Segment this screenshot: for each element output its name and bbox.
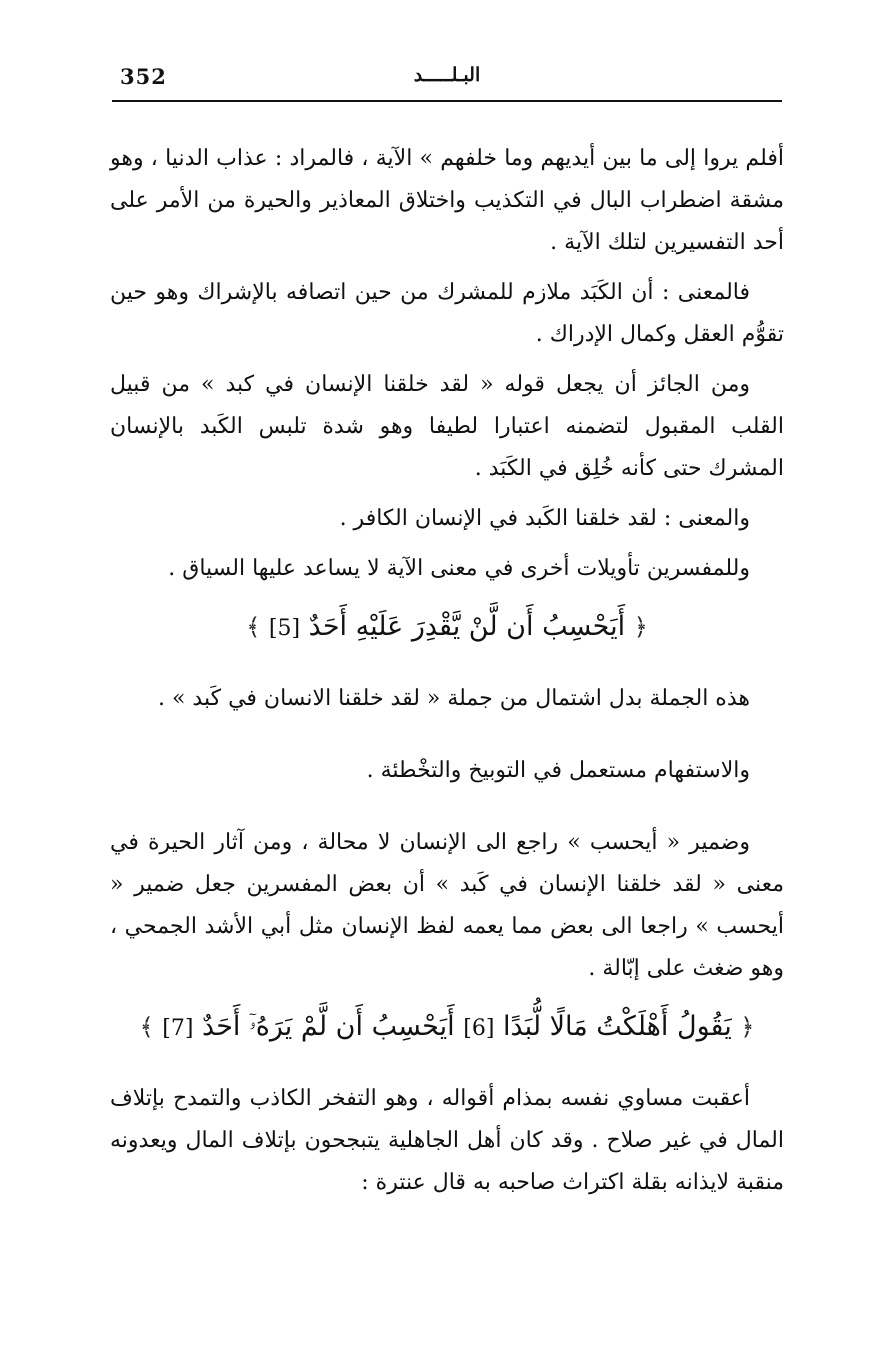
verse-close-bracket: ﴾ (246, 613, 261, 641)
verse-number-b: [7] (162, 1016, 194, 1041)
paragraph-6: هذه الجملة بدل اشتمال من جملة « لقد خلقنا الانسان في كَبد » . (157, 686, 750, 711)
page-body (110, 138, 784, 1212)
paragraph-8: وضمير « أيحسب » راجع الى الإنسان لا محالة ، ومن آثار الحيرة في معنى « لقد خلقنا الإنسان في كَبد » أن بعض المفسرين جعل ضمير « أيحسب » راجعا الى بعض مما يعمه لفظ الإنسان مثل أبي الأشد الجمحي ، وهو ضغث على إبّالة . (110, 830, 784, 981)
paragraph-5: وللمفسرين تأويلات أخرى في معنى الآية لا يساعد عليها السياق . (168, 556, 750, 581)
page-number: 352 (120, 64, 167, 89)
paragraph-7: والاستفهام مستعمل في التوبيخ والتخْطئة . (366, 758, 750, 783)
paragraph-1: أفلم يروا إلى ما بين أيديهم وما خلفهم » الآية ، فالمراد : عذاب الدنيا ، وهو مشقة اضطراب البال في التكذيب واختلاق المعاذير والحيرة من الأمر على أحد التفسيرين لتلك الآية . (110, 146, 784, 255)
quran-verse-6-7 (110, 1004, 784, 1052)
running-title: البـلـــــد (413, 64, 481, 86)
paragraph-9: أعقبت مساوي نفسه بمذام أقواله ، وهو التفخر الكاذب والتمدح بإتلاف المال في غير صلاح . وقد كان أهل الجاهلية يتبجحون بإتلاف المال ويعدونه منقبة لايذانه بقلة اكتراث صاحبه به قال عنترة : (110, 1086, 784, 1195)
paragraph-3: ومن الجائز أن يجعل قوله « لقد خلقنا الإنسان في كبد » من قبيل القلب المقبول لتضمنه اعتبارا لطيفا وهو شدة تلبس الكَبد بالإنسان المشرك حتى كأنه خُلِق في الكَبَد . (110, 372, 784, 481)
verse-text-a: يَقُولُ أَهْلَكْتُ مَالًا لُّبَدًا (503, 1011, 732, 1042)
quran-verse-5 (110, 604, 784, 652)
paragraph-2: فالمعنى : أن الكَبَد ملازم للمشرك من حين اتصافه بالإشراك وهو حين تقوُّم العقل وكمال الإدراك . (110, 280, 784, 347)
page-header (112, 60, 782, 100)
verse-number-a: [6] (463, 1016, 495, 1041)
header-divider (112, 100, 782, 102)
verse-open-bracket: ﴿ (740, 1013, 755, 1041)
paragraph-4: والمعنى : لقد خلقنا الكَبد في الإنسان الكافر . (339, 506, 750, 531)
verse-close-bracket: ﴾ (139, 1013, 154, 1041)
verse-open-bracket: ﴿ (633, 613, 648, 641)
verse-text: أَيَحْسِبُ أَن لَّنْ يَّقْدِرَ عَلَيْهِ أَحَدٌ (308, 611, 626, 642)
verse-number: [5] (268, 616, 301, 641)
verse-text-b: أَيَحْسِبُ أَن لَّمْ يَرَهُۥٓ أَحَدٌ (202, 1011, 455, 1042)
